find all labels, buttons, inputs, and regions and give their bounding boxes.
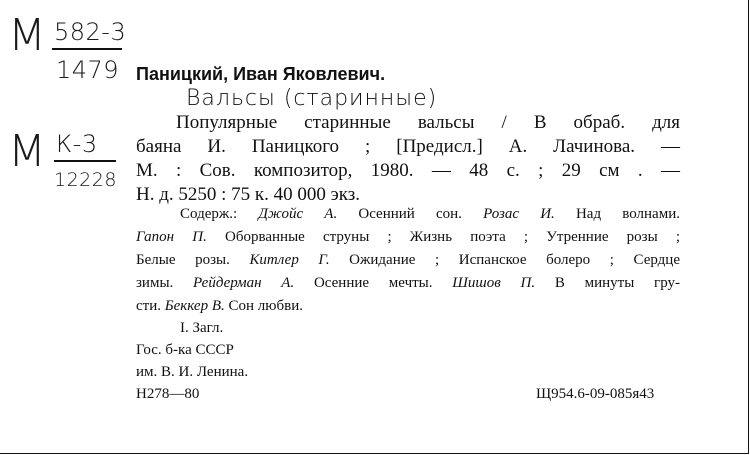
call-mark-letter-1: М [8, 10, 47, 61]
contents-line-2: Гапон П. Оборванные струны ; Жизнь поэта ; Утренние розы ; [136, 229, 681, 245]
imprint-line: М. : Сов. композитор, 1980. — 48 с. ; 29 см . — [136, 160, 680, 181]
library-line-1: Гос. б-ка СССР [136, 342, 234, 358]
contents-line-1: Содерж.: Джойс А. Осенний сон. Розас И. Над волнами. [180, 206, 680, 222]
title-line-2: баяна И. Паницкого ; [Предисл.] А. Лачинова. — [136, 136, 680, 157]
call-mark-top-1: 582-3 [54, 18, 127, 46]
card-number: Н278—80 [136, 386, 200, 402]
classification-code: Щ954.6-09-085я43 [536, 386, 655, 402]
notes-line: Н. д. 5250 : 75 к. 40 000 экз. [136, 184, 361, 205]
call-mark-bottom-2: 12228 [54, 169, 117, 191]
call-mark-bottom-1: 1479 [56, 56, 120, 84]
contents-line-4: зимы. Рейдерман А. Осенние мечты. Шишов П. В минуты гру- [136, 275, 681, 291]
call-mark-letter-2: М [8, 126, 47, 177]
subject-tracing: I. Загл. [180, 320, 224, 336]
library-line-2: им. В. И. Ленина. [136, 364, 249, 380]
handwritten-subject-note: Вальсы (старинные) [186, 86, 438, 111]
contents-line-5: сти. Беккер В. Сон любви. [136, 298, 303, 314]
call-mark-divider-1 [52, 48, 122, 50]
title-line-1: Популярные старинные вальсы / В обраб. для [176, 112, 680, 133]
author-heading: Паницкий, Иван Яковлевич. [136, 64, 386, 84]
call-mark-divider-2 [54, 160, 116, 162]
call-mark-top-2: К-3 [56, 130, 98, 158]
contents-line-3: Белые розы. Китлер Г. Ожидание ; Испанское болеро ; Сердце [136, 252, 680, 268]
